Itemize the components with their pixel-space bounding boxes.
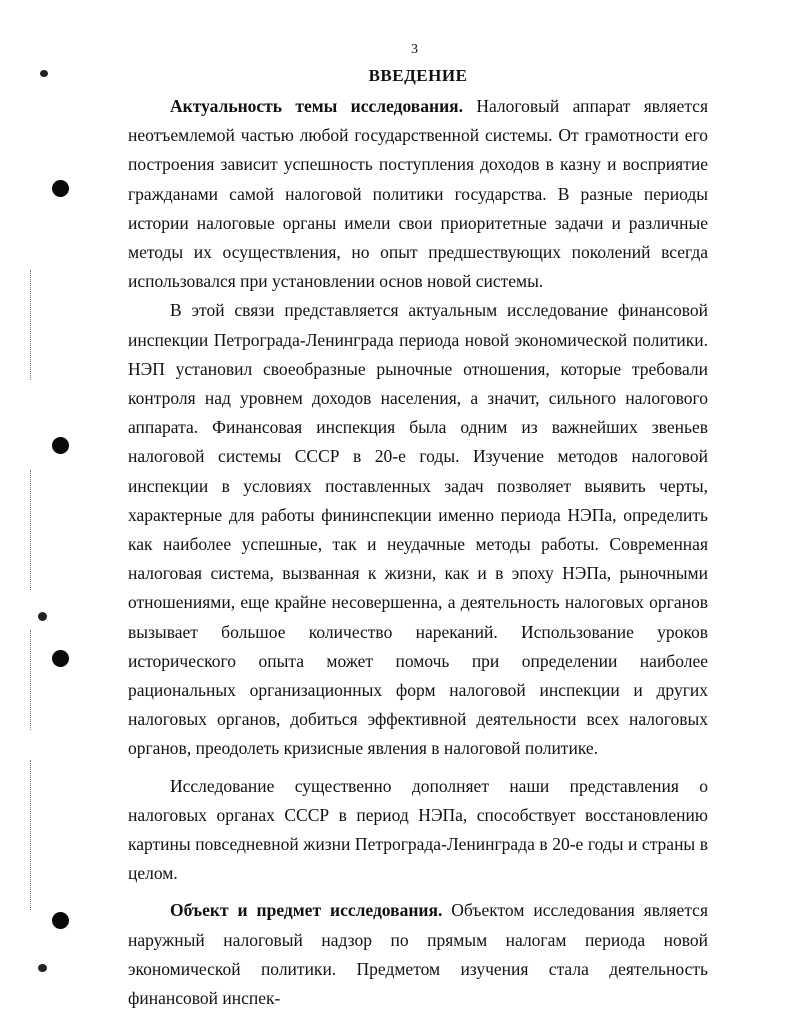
paragraph-text: Исследование существенно дополняет наши представления о налоговых органах СССР в период НЭПа, способствует восстановлению картины повседневной жизни Петрограда-Ленинграда в 20-е годы и страны в целом. [128,775,708,884]
scan-noise [30,270,41,380]
page-title: ВВЕДЕНИЕ [368,66,468,85]
paragraph-lead: Объект и предмет исследования. [170,900,443,921]
scan-noise [30,630,41,730]
paragraph-text: Объектом исследования является наружный налоговый надзор по прямым налогам периода новой экономической политики. Предметом изучения стала деятельность финансовой инспек- [128,900,708,1009]
scan-speck [38,612,47,621]
scan-noise [30,760,41,910]
paragraph-context [128,296,708,763]
paragraph-lead: Актуальность темы исследования. [170,96,464,116]
scan-noise [30,470,41,590]
paragraph-contribution [128,772,708,889]
scan-speck [40,70,48,77]
page-number: 3 [411,42,418,57]
punch-hole-marker [52,180,69,197]
scan-speck [38,964,47,972]
punch-hole-marker [52,437,69,454]
paragraph-object-subject [128,896,708,1013]
punch-hole-marker [52,912,69,929]
paragraph-text: В этой связи представляется актуальным исследование финансовой инспекции Петрограда-Ленинграда периода новой экономической политики. НЭП установил своеобразные рыночные отношения, которые требовали контроля над уровнем доходов населения, а значит, сильного налогового аппарата. Финансовая инспекция была одним из важнейших звеньев налоговой системы СССР в 20-е годы. Изучение методов налоговой инспекции в условиях поставленных задач позволяет выявить черты, характерные для работы фининспекции именно периода НЭПа, определить как наиболее успешные, так и неудачные методы работы. Современная налоговая система, вызванная к жизни, как и в эпоху НЭПа, рыночными отношениями, еще крайне несовершенна, а деятельность налоговых органов вызывает большое количество нареканий. Использование уроков исторического опыта может помочь при определении наиболее рациональных организационных форм налоговой инспекции и других налоговых органов, добиться эффективной деятельности всех налоговых органов, преодолеть кризисные явления в налоговой политике. [128,300,708,759]
paragraph-text: Налоговый аппарат является неотъемлемой частью любой государственной системы. От грамотности его построения зависит успешность поступления доходов в казну и восприятие гражданами самой налоговой политики государства. В разные периоды истории налоговые органы имели свои приоритетные задачи и различные методы их осуществления, но опыт предшествующих поколений всегда использовался при установлении основ новой системы. [128,96,709,292]
document-body [128,92,708,1013]
paragraph-relevance [128,92,708,296]
punch-hole-marker [52,650,69,667]
